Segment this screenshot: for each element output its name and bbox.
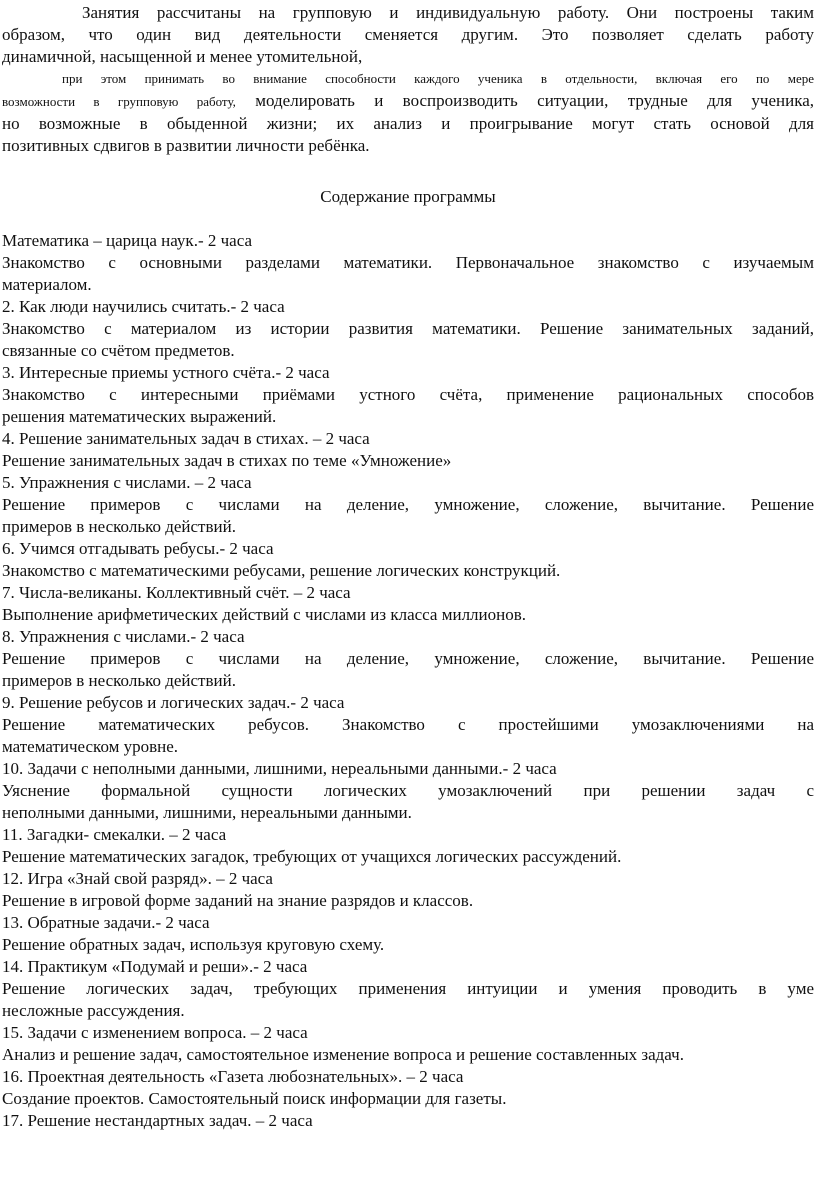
intro-line: позитивных сдвигов в развитии личности ребёнка. <box>2 136 370 155</box>
topic-title: 16. Проектная деятельность «Газета любознательных». – 2 часа <box>2 1067 464 1086</box>
topic-title: 8. Упражнения с числами.- 2 часа <box>2 627 245 646</box>
topic-title: 6. Учимся отгадывать ребусы.- 2 часа <box>2 539 274 558</box>
topic-title: 14. Практикум «Подумай и реши».- 2 часа <box>2 957 308 976</box>
intro-paragraph <box>2 2 814 157</box>
topic-title: 11. Загадки- смекалки. – 2 часа <box>2 825 227 844</box>
topic-description: Создание проектов. Самостоятельный поиск информации для газеты. <box>2 1089 507 1108</box>
topic-title: 17. Решение нестандартных задач. – 2 часа <box>2 1111 313 1130</box>
topic-title: Математика – царица наук.- 2 часа <box>2 231 252 250</box>
topic-description: связанные со счётом предметов. <box>2 341 235 360</box>
intro-line: при этом принимать во внимание способности каждого ученика в отдельности, включая его по мере <box>62 71 814 86</box>
topic-description: решения математических выражений. <box>2 407 277 426</box>
topic-description: Решение математических ребусов. Знакомство с простейшими умозаключениями на <box>2 715 814 734</box>
intro-fragment: возможности в групповую работу, <box>2 94 236 109</box>
topic-description: математическом уровне. <box>2 737 179 756</box>
topic-title: 9. Решение ребусов и логических задач.- 2 часа <box>2 693 345 712</box>
topic-title: 15. Задачи с изменением вопроса. – 2 часа <box>2 1023 308 1042</box>
topic-title: 3. Интересные приемы устного счёта.- 2 часа <box>2 363 330 382</box>
intro-line: образом, что один вид деятельности сменяется другим. Это позволяет сделать работу <box>2 25 814 44</box>
intro-line: но возможные в обыденной жизни; их анализ и проигрывание могут стать основой для <box>2 114 814 133</box>
topic-title: 7. Числа-великаны. Коллективный счёт. – 2 часа <box>2 583 351 602</box>
topic-title: 2. Как люди научились считать.- 2 часа <box>2 297 285 316</box>
section-heading: Содержание программы <box>320 187 496 206</box>
intro-line: динамичной, насыщенной и менее утомительной, <box>2 47 363 66</box>
topic-title: 5. Упражнения с числами. – 2 часа <box>2 473 252 492</box>
topic-title: 4. Решение занимательных задач в стихах. – 2 часа <box>2 429 370 448</box>
topic-description: Анализ и решение задач, самостоятельное изменение вопроса и решение составленных задач. <box>2 1045 684 1064</box>
topic-description: Знакомство с материалом из истории развития математики. Решение занимательных заданий, <box>2 319 814 338</box>
topic-title: 10. Задачи с неполными данными, лишними, нереальными данными.- 2 часа <box>2 759 557 778</box>
topic-description: Решение занимательных задач в стихах по теме «Умножение» <box>2 451 452 470</box>
topic-description: примеров в несколько действий. <box>2 671 236 690</box>
topic-description: Знакомство с интересными приёмами устного счёта, применение рациональных способов <box>2 385 814 404</box>
topic-description: Выполнение арифметических действий с числами из класса миллионов. <box>2 605 527 624</box>
topic-description: Решение обратных задач, используя круговую схему. <box>2 935 385 954</box>
topic-description: неполными данными, лишними, нереальными данными. <box>2 803 412 822</box>
topic-description: Уяснение формальной сущности логических умозаключений при решении задач с <box>2 781 814 800</box>
topic-description: Знакомство с математическими ребусами, решение логических конструкций. <box>2 561 561 580</box>
topic-description: примеров в несколько действий. <box>2 517 236 536</box>
topic-description: Решение логических задач, требующих применения интуиции и умения проводить в уме <box>2 979 814 998</box>
topic-description: материалом. <box>2 275 92 294</box>
topic-description: Решение примеров с числами на деление, умножение, сложение, вычитание. Решение <box>2 495 814 514</box>
intro-line <box>2 90 814 113</box>
topic-title: 13. Обратные задачи.- 2 часа <box>2 913 210 932</box>
topic-description: несложные рассуждения. <box>2 1001 185 1020</box>
intro-line: Занятия рассчитаны на групповую и индивидуальную работу. Они построены таким <box>82 3 814 22</box>
intro-fragment: моделировать и воспроизводить ситуации, трудные для ученика, <box>235 91 814 110</box>
topic-description: Решение математических загадок, требующих от учащихся логических рассуждений. <box>2 847 622 866</box>
topic-description: Решение примеров с числами на деление, умножение, сложение, вычитание. Решение <box>2 649 814 668</box>
topic-description: Знакомство с основными разделами математики. Первоначальное знакомство с изучаемым <box>2 253 814 272</box>
topic-title: 12. Игра «Знай свой разряд». – 2 часа <box>2 869 273 888</box>
topic-description: Решение в игровой форме заданий на знание разрядов и классов. <box>2 891 474 910</box>
